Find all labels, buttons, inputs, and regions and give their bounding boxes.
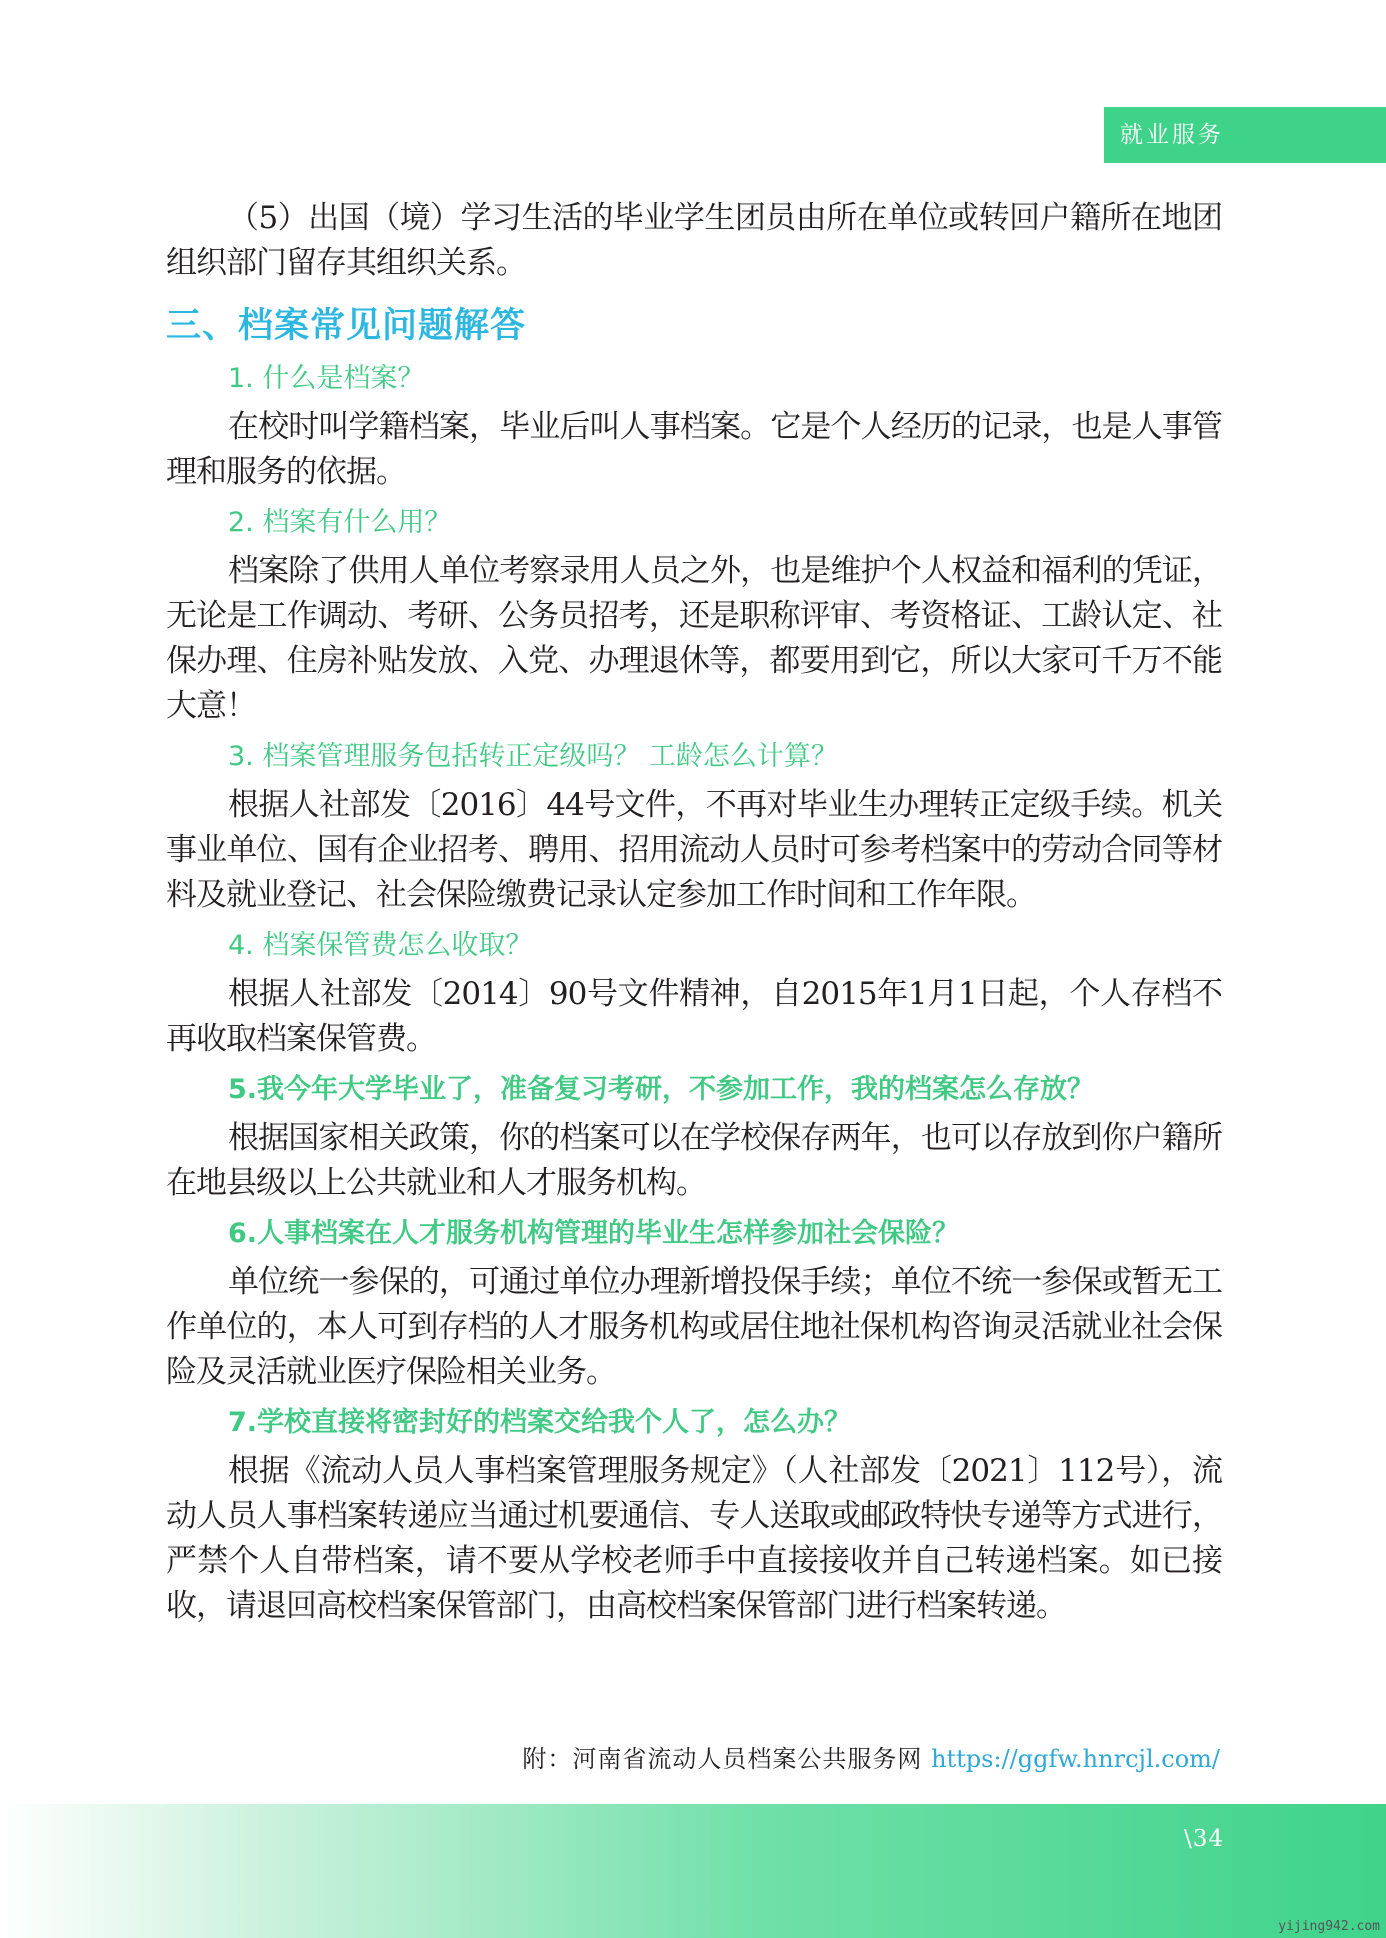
question-5: 5.我今年大学毕业了，准备复习考研，不参加工作，我的档案怎么存放？ [228,1074,1095,1105]
page-content [166,196,1222,1629]
appendix-note [522,1742,1220,1776]
question-3: 3. 档案管理服务包括转正定级吗？ 工龄怎么计算？ [228,741,838,772]
section-tab: 就业服务 [1104,107,1386,163]
intro-paragraph: （5）出国（境）学习生活的毕业学生团员由所在单位或转回户籍所在地团组织部门留存其组织关系。 [166,200,1222,281]
watermark: yijing942.com [1278,1919,1380,1934]
appendix-label: 附：河南省流动人员档案公共服务网 [522,1745,923,1773]
answer-5: 根据国家相关政策，你的档案可以在学校保存两年，也可以存放到你户籍所在地县级以上公共就业和人才服务机构。 [166,1120,1222,1201]
question-2: 2. 档案有什么用？ [228,507,452,538]
answer-6: 单位统一参保的，可通过单位办理新增投保手续；单位不统一参保或暂无工作单位的，本人可到存档的人才服务机构或居住地社保机构咨询灵活就业社会保险及灵活就业医疗保险相关业务。 [166,1264,1222,1390]
answer-2: 档案除了供用人单位考察录用人员之外，也是维护个人权益和福利的凭证，无论是工作调动、考研、公务员招考，还是职称评审、考资格证、工龄认定、社保办理、住房补贴发放、入党、办理退休等，都要用到它，所以大家可千万不能大意！ [166,553,1222,724]
answer-1: 在校时叫学籍档案，毕业后叫人事档案。它是个人经历的记录，也是人事管理和服务的依据。 [166,409,1222,490]
appendix-link[interactable]: https://ggfw.hnrcjl.com/ [931,1745,1220,1773]
answer-7: 根据《流动人员人事档案管理服务规定》（人社部发〔2021〕112号），流动人员人事档案转递应当通过机要通信、专人送取或邮政特快专递等方式进行，严禁个人自带档案，请不要从学校老师手中直接接收并自己转递档案。如已接收，请退回高校档案保管部门，由高校档案保管部门进行档案转递。 [166,1453,1222,1624]
section-title: 三、档案常见问题解答 [166,306,527,346]
question-4: 4. 档案保管费怎么收取？ [228,930,533,961]
answer-4: 根据人社部发〔2014〕90号文件精神，自2015年1月1日起，个人存档不再收取档案保管费。 [166,976,1222,1057]
page-number: \34 [1183,1826,1224,1852]
answer-3: 根据人社部发〔2016〕44号文件，不再对毕业生办理转正定级手续。机关事业单位、国有企业招考、聘用、招用流动人员时可参考档案中的劳动合同等材料及就业登记、社会保险缴费记录认定参加工作时间和工作年限。 [166,787,1222,913]
footer-gradient-band [0,1804,1386,1938]
question-6: 6.人事档案在人才服务机构管理的毕业生怎样参加社会保险？ [228,1218,960,1249]
question-1: 1. 什么是档案？ [228,363,425,394]
question-7: 7.学校直接将密封好的档案交给我个人了，怎么办？ [228,1407,852,1438]
